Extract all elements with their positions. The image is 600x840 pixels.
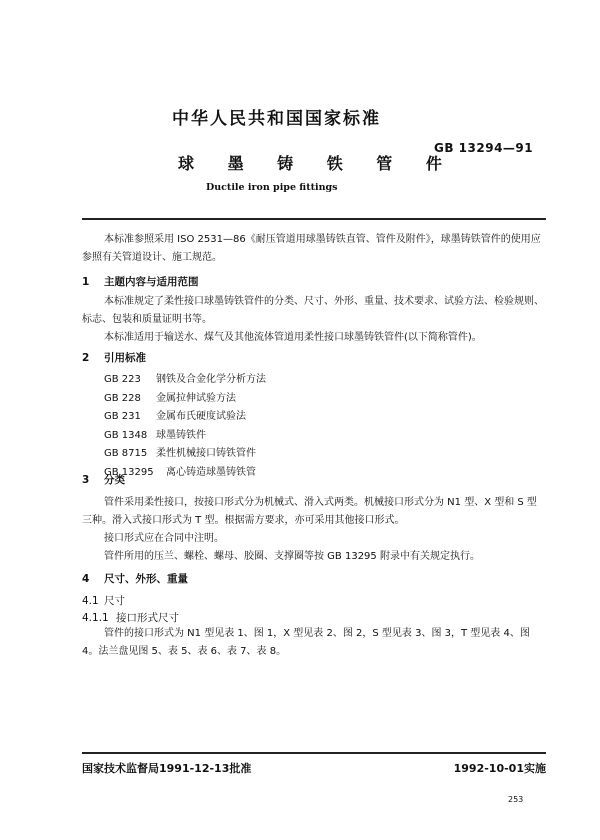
- section-title: 分类: [104, 474, 125, 486]
- subsection-number: 4.1: [82, 595, 99, 607]
- reference-code: GB 231: [104, 411, 141, 422]
- subsection-4-1-1-body: [82, 625, 546, 661]
- reference-code: GB 223: [104, 374, 141, 385]
- reference-name: 金属布氏硬度试验法: [156, 411, 246, 422]
- section-number: 1: [82, 276, 90, 288]
- section-heading-4: [82, 571, 188, 586]
- section-title: 主题内容与适用范围: [104, 276, 199, 288]
- subsection-title: 尺寸: [104, 595, 125, 607]
- subsection-heading-4-1: [82, 593, 125, 608]
- section-3-body: [82, 494, 546, 566]
- section-1-body: [82, 293, 546, 347]
- paragraph: 管件的接口形式为 N1 型见表 1、图 1，X 型见表 2、图 2，S 型见表 3、图 3，T 型见表 4、图 4。法兰盘见图 5、表 5、表 6、表 7、表 8。: [82, 628, 530, 657]
- intro-paragraph: [82, 231, 546, 267]
- document-title-english: Ductile iron pipe fittings: [206, 182, 338, 193]
- reference-name: 离心铸造球墨铸铁管: [166, 466, 256, 478]
- reference-code: GB 13295: [104, 466, 154, 478]
- subsection-number: 4.1.1: [82, 612, 109, 624]
- reference-item: [104, 445, 266, 464]
- intro-text: 本标准参照采用 ISO 2531—86《耐压管道用球墨铸铁直管、管件及附件》，球墨铸铁管件的使用应参照有关管道设计、施工规范。: [82, 234, 541, 263]
- section-heading-2: [82, 350, 146, 365]
- standard-number: GB 13294—91: [434, 141, 534, 155]
- header-divider: [82, 218, 546, 220]
- page-number: 253: [508, 795, 524, 804]
- paragraph: 管件所用的压兰、螺栓、螺母、胶圈、支撑圈等按 GB 13295 附录中有关规定执行。: [104, 551, 480, 562]
- section-number: 3: [82, 474, 90, 486]
- section-heading-3: [82, 472, 125, 487]
- paragraph: 管件采用柔性接口，按接口形式分为机械式、滑入式两类。机械接口形式分为 N1 型、X 型和 S 型三种。滑入式接口形式为 T 型。根据需方要求，亦可采用其他接口形式。: [82, 497, 537, 526]
- implementation-date: 1992-10-01实施: [453, 762, 546, 775]
- reference-item: [104, 390, 266, 409]
- section-number: 4: [82, 573, 90, 585]
- reference-item: [104, 427, 266, 446]
- reference-item: [104, 408, 266, 427]
- reference-name: 球墨铸铁件: [156, 429, 206, 441]
- section-number: 2: [82, 352, 90, 364]
- reference-list: [104, 371, 266, 482]
- document-title: 球 墨 铸 铁 管 件: [178, 154, 456, 173]
- section-title: 尺寸、外形、重量: [104, 573, 188, 585]
- paragraph: 本标准规定了柔性接口球墨铸铁管件的分类、尺寸、外形、重量、技术要求、试验方法、检验规则、标志、包装和质量证明书等。: [82, 296, 544, 325]
- reference-code: GB 8715: [104, 448, 148, 459]
- national-standard-heading: 中华人民共和国国家标准: [172, 109, 381, 129]
- reference-item: [104, 371, 266, 390]
- section-heading-1: [82, 274, 199, 289]
- reference-name: 钢铁及合金化学分析方法: [156, 374, 266, 385]
- paragraph: 接口形式应在合同中注明。: [104, 533, 224, 544]
- reference-name: 金属拉伸试验方法: [156, 392, 236, 404]
- reference-code: GB 228: [104, 392, 141, 404]
- reference-code: GB 1348: [104, 429, 148, 441]
- reference-item: [104, 464, 266, 483]
- reference-name: 柔性机械接口铸铁管件: [156, 448, 256, 459]
- footer-divider: [82, 752, 546, 754]
- approval-note: 国家技术监督局1991-12-13批准: [82, 762, 252, 775]
- paragraph: 本标准适用于输送水、煤气及其他流体管道用柔性接口球墨铸铁管件(以下简称管件)。: [104, 332, 482, 343]
- subsection-title: 接口形式尺寸: [116, 612, 179, 624]
- subsection-heading-4-1-1: [82, 610, 179, 625]
- section-title: 引用标准: [104, 352, 146, 364]
